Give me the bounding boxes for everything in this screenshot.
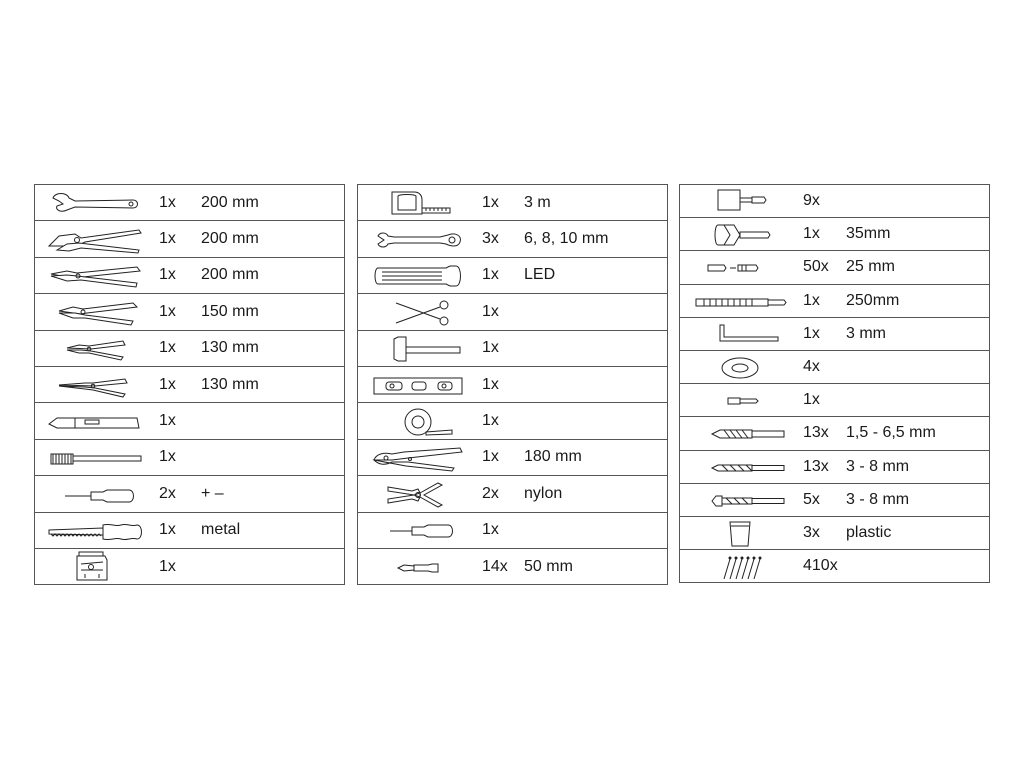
adjustable-wrench-icon [35, 185, 155, 220]
tool-spec: 200 mm [201, 266, 259, 284]
wire-brush-icon [35, 440, 155, 475]
bit-adapter-icon [680, 351, 800, 383]
tool-row [680, 318, 989, 351]
tool-quantity: 1x [159, 448, 176, 466]
combination-pliers-icon [35, 258, 155, 293]
tool-quantity: 1x [159, 339, 176, 357]
tool-row [358, 549, 667, 585]
tool-spec: 180 mm [524, 448, 582, 466]
mini-pliers-icon [35, 331, 155, 366]
tool-row [680, 351, 989, 384]
tool-table-column-2 [357, 184, 668, 585]
tool-quantity: 1x [482, 412, 499, 430]
spring-clamp-icon [358, 476, 478, 511]
diagonal-cutters-icon [35, 294, 155, 329]
tool-spec: 200 mm [201, 193, 259, 211]
insulating-tape-icon [358, 403, 478, 438]
tool-row [358, 440, 667, 476]
tool-quantity: 9x [803, 192, 820, 210]
tool-row [35, 294, 344, 330]
tool-quantity: 1x [803, 391, 820, 409]
tool-spec: 35mm [846, 225, 891, 243]
tool-row [35, 185, 344, 221]
tool-quantity: 13x [803, 457, 829, 475]
masonry-drill-bit-icon [680, 484, 800, 516]
flashlight-icon [358, 258, 478, 293]
locking-pliers-icon [358, 440, 478, 475]
flexible-shaft-icon [680, 285, 800, 317]
needle-nose-pliers-icon [35, 367, 155, 402]
tool-spec: + – [201, 484, 224, 502]
tool-spec: 130 mm [201, 375, 259, 393]
tool-row [358, 513, 667, 549]
tool-table-column-3 [679, 184, 990, 583]
tool-row [680, 550, 989, 583]
screwdriver-bit-icon [358, 549, 478, 584]
hammer-icon [358, 331, 478, 366]
tool-spec: 3 mm [846, 324, 886, 342]
tool-quantity: 1x [482, 375, 499, 393]
tool-quantity: 3x [482, 230, 499, 248]
nails-screws-icon [680, 550, 800, 582]
tool-spec: 130 mm [201, 339, 259, 357]
countersink-icon [680, 218, 800, 250]
tool-quantity: 1x [803, 324, 820, 342]
staple-gun-icon [35, 549, 155, 584]
tool-quantity: 3x [803, 523, 820, 541]
tool-row [35, 331, 344, 367]
tool-row [35, 403, 344, 439]
tool-quantity: 410x [803, 557, 838, 575]
metal-drill-bit-icon [680, 451, 800, 483]
tool-quantity: 1x [159, 266, 176, 284]
tape-measure-icon [358, 185, 478, 220]
tool-row [680, 218, 989, 251]
tool-quantity: 1x [159, 302, 176, 320]
tool-row [358, 331, 667, 367]
tool-quantity: 1x [803, 291, 820, 309]
tool-row [358, 185, 667, 221]
tool-spec: 3 - 8 mm [846, 490, 910, 508]
tool-row [680, 285, 989, 318]
tool-quantity: 1x [482, 193, 499, 211]
tool-quantity: 1x [159, 557, 176, 575]
tool-quantity: 1x [482, 521, 499, 539]
hand-saw-icon [35, 513, 155, 548]
water-pump-pliers-icon [35, 221, 155, 256]
short-bit-icon [680, 251, 800, 283]
tool-spec: 3 - 8 mm [846, 457, 910, 475]
tool-row [358, 476, 667, 512]
tool-row [680, 484, 989, 517]
tool-row [35, 258, 344, 294]
screwdriver-icon [35, 476, 155, 511]
tool-quantity: 1x [159, 412, 176, 430]
socket-icon [680, 185, 800, 217]
tool-quantity: 1x [482, 266, 499, 284]
utility-knife-icon [35, 403, 155, 438]
tool-row [358, 403, 667, 439]
tool-spec: LED [524, 266, 556, 284]
tool-spec: 250mm [846, 291, 900, 309]
wall-plug-icon [680, 517, 800, 549]
tool-quantity: 4x [803, 358, 820, 376]
tool-quantity: 1x [803, 225, 820, 243]
tool-row [680, 451, 989, 484]
tool-quantity: 1x [159, 375, 176, 393]
tool-row [35, 440, 344, 476]
tool-row [35, 513, 344, 549]
wood-drill-bit-icon [680, 417, 800, 449]
tool-table-column-1 [34, 184, 345, 585]
tool-row [358, 221, 667, 257]
tool-spec: 3 m [524, 193, 551, 211]
tool-spec: 150 mm [201, 302, 259, 320]
tool-row [680, 251, 989, 284]
bit-holder-screwdriver-icon [358, 513, 478, 548]
tool-quantity: 50x [803, 258, 829, 276]
tool-row [680, 185, 989, 218]
tool-row [35, 367, 344, 403]
tool-row [680, 517, 989, 550]
tool-spec: plastic [846, 523, 892, 541]
tool-quantity: 2x [482, 484, 499, 502]
tool-quantity: 13x [803, 424, 829, 442]
tool-spec: nylon [524, 484, 563, 502]
tool-row [358, 367, 667, 403]
tool-row [358, 258, 667, 294]
tool-quantity: 1x [159, 193, 176, 211]
tool-spec: 200 mm [201, 230, 259, 248]
combination-spanner-icon [358, 221, 478, 256]
hex-key-icon [680, 318, 800, 350]
tool-quantity: 1x [482, 339, 499, 357]
tool-row [35, 549, 344, 585]
tool-quantity: 5x [803, 490, 820, 508]
tool-quantity: 1x [482, 448, 499, 466]
tool-quantity: 2x [159, 484, 176, 502]
tool-spec: 25 mm [846, 258, 895, 276]
tool-row [680, 384, 989, 417]
tool-spec: 1,5 - 6,5 mm [846, 424, 936, 442]
tool-row [358, 294, 667, 330]
tool-quantity: 1x [159, 230, 176, 248]
tool-row [680, 417, 989, 450]
tool-spec: 6, 8, 10 mm [524, 230, 609, 248]
tool-quantity: 1x [159, 521, 176, 539]
tool-row [35, 221, 344, 257]
tool-row [35, 476, 344, 512]
tool-spec: metal [201, 521, 241, 539]
tool-spec: 50 mm [524, 557, 573, 575]
tool-quantity: 1x [482, 302, 499, 320]
tool-quantity: 14x [482, 557, 508, 575]
bit-holder-icon [680, 384, 800, 416]
spirit-level-icon [358, 367, 478, 402]
scissors-icon [358, 294, 478, 329]
